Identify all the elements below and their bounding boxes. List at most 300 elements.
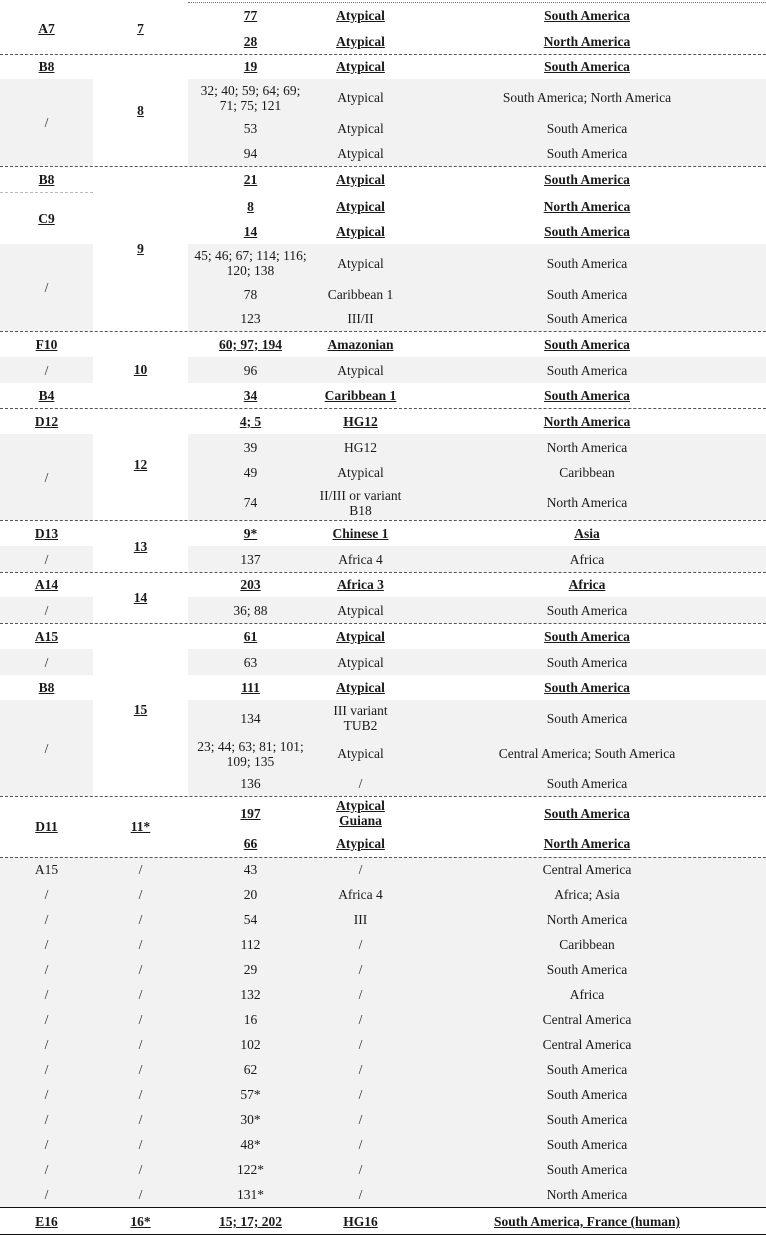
gen-cell bbox=[0, 193, 93, 244]
origin-label: South America bbox=[546, 1137, 628, 1152]
gen-label: / bbox=[44, 962, 49, 977]
gen-cell bbox=[0, 700, 93, 796]
isolate-cell bbox=[188, 597, 313, 623]
isolate-cell bbox=[188, 2, 313, 28]
group-label: 15 bbox=[133, 702, 148, 717]
group-cell bbox=[93, 1082, 188, 1107]
genotype-cell bbox=[313, 907, 408, 932]
isolate-label: 34 bbox=[243, 388, 258, 403]
isolate-cell bbox=[188, 857, 313, 882]
origin-cell bbox=[408, 408, 766, 434]
genotype-cell bbox=[313, 141, 408, 166]
isolate-label: 23; 44; 63; 81; 101; 109; 135 bbox=[197, 738, 304, 769]
origin-cell bbox=[408, 771, 766, 796]
gen-cell bbox=[0, 675, 93, 700]
gen-cell bbox=[0, 1132, 93, 1157]
group-label: 9 bbox=[137, 241, 144, 256]
isolate-label: 21 bbox=[243, 172, 258, 187]
genotype-label: III variant TUB2 bbox=[333, 703, 388, 733]
isolate-cell bbox=[188, 1132, 313, 1157]
isolate-label: 57* bbox=[240, 1087, 261, 1102]
genotype-cell bbox=[313, 771, 408, 796]
genotype-label: / bbox=[358, 937, 363, 952]
genotype-cell bbox=[313, 736, 408, 771]
isolate-cell bbox=[188, 796, 313, 830]
origin-cell bbox=[408, 1007, 766, 1032]
group-divider bbox=[0, 572, 766, 573]
genotype-label: Caribbean 1 bbox=[327, 286, 394, 302]
origin-label: North America bbox=[543, 198, 631, 214]
isolate-cell bbox=[188, 1157, 313, 1182]
genotype-cell bbox=[313, 116, 408, 141]
gen-cell bbox=[0, 1107, 93, 1132]
isolate-label: 45; 46; 67; 114; 116; 120; 138 bbox=[194, 248, 307, 278]
isolate-cell bbox=[188, 244, 313, 282]
gen-cell bbox=[0, 331, 93, 357]
gen-cell bbox=[0, 572, 93, 597]
genotype-cell bbox=[313, 649, 408, 675]
gen-label: A14 bbox=[34, 577, 59, 592]
gen-label: B8 bbox=[38, 172, 55, 187]
origin-cell bbox=[408, 796, 766, 830]
group-label: 14 bbox=[133, 590, 148, 605]
group-label: 8 bbox=[137, 102, 144, 118]
isolate-label: 197 bbox=[240, 805, 261, 821]
gen-label: A15 bbox=[34, 862, 59, 877]
origin-cell bbox=[408, 857, 766, 882]
isolate-cell bbox=[188, 907, 313, 932]
origin-label: South America bbox=[546, 1062, 628, 1077]
bottom-rule bbox=[0, 1234, 766, 1235]
genotype-cell bbox=[313, 957, 408, 982]
isolate-label: 63 bbox=[243, 654, 258, 670]
group-label: / bbox=[138, 1012, 143, 1027]
group-divider bbox=[0, 408, 766, 409]
group-cell bbox=[93, 882, 188, 907]
isolate-label: 94 bbox=[243, 146, 258, 161]
genotype-cell bbox=[313, 1182, 408, 1207]
isolate-cell bbox=[188, 700, 313, 736]
genotype-label: / bbox=[358, 1187, 363, 1202]
genotype-label: HG12 bbox=[344, 439, 377, 455]
gen-label: A15 bbox=[34, 628, 59, 644]
gen-label: / bbox=[44, 115, 49, 130]
group-label: / bbox=[138, 912, 143, 927]
origin-cell bbox=[408, 675, 766, 700]
origin-cell bbox=[408, 166, 766, 193]
gen-cell bbox=[0, 1207, 93, 1236]
gen-cell bbox=[0, 623, 93, 649]
genotype-cell bbox=[313, 597, 408, 623]
isolate-cell bbox=[188, 383, 313, 408]
gen-label: F10 bbox=[35, 336, 58, 352]
genotype-label: Atypical bbox=[336, 59, 385, 74]
genotype-label: HG12 bbox=[343, 413, 378, 429]
genotype-label: Atypical bbox=[336, 33, 385, 49]
origin-cell bbox=[408, 623, 766, 649]
origin-label: Caribbean bbox=[559, 937, 615, 952]
isolate-cell bbox=[188, 357, 313, 383]
genotype-cell bbox=[313, 2, 408, 28]
group-cell bbox=[93, 2, 188, 54]
gen-cell bbox=[0, 796, 93, 857]
group-label: 7 bbox=[137, 20, 144, 36]
isolate-label: 123 bbox=[240, 311, 261, 326]
isolate-cell bbox=[188, 166, 313, 193]
genotype-label: Atypical bbox=[337, 362, 384, 378]
isolate-label: 54 bbox=[243, 912, 258, 927]
group-divider bbox=[0, 796, 766, 797]
group-divider bbox=[0, 520, 766, 521]
origin-label: Central America bbox=[542, 1012, 632, 1027]
gen-label: / bbox=[44, 1062, 49, 1077]
origin-label: South America bbox=[546, 654, 628, 670]
genotype-label: Atypical Guiana bbox=[336, 798, 385, 828]
isolate-cell bbox=[188, 460, 313, 485]
genotype-label: Atypical bbox=[336, 224, 385, 239]
origin-label: South America bbox=[544, 628, 630, 644]
gen-cell bbox=[0, 932, 93, 957]
genotype-label: Amazonian bbox=[327, 336, 394, 352]
origin-cell bbox=[408, 1182, 766, 1207]
group-divider bbox=[0, 166, 766, 167]
origin-label: South America bbox=[546, 146, 628, 161]
isolate-label: 134 bbox=[240, 710, 261, 726]
group-divider bbox=[0, 623, 766, 624]
group-cell bbox=[93, 54, 188, 166]
genotype-cell bbox=[313, 700, 408, 736]
group-label: / bbox=[138, 1087, 143, 1102]
isolate-cell bbox=[188, 982, 313, 1007]
isolate-cell bbox=[188, 193, 313, 219]
gen-cell bbox=[0, 434, 93, 520]
cell-divider bbox=[0, 192, 93, 193]
group-label: / bbox=[138, 862, 143, 877]
isolate-cell bbox=[188, 957, 313, 982]
isolate-label: 66 bbox=[243, 836, 258, 851]
origin-cell bbox=[408, 736, 766, 771]
group-label: / bbox=[138, 887, 143, 902]
isolate-cell bbox=[188, 771, 313, 796]
origin-cell bbox=[408, 546, 766, 572]
genotype-cell bbox=[313, 572, 408, 597]
genotype-cell bbox=[313, 28, 408, 54]
gen-cell bbox=[0, 54, 93, 79]
isolate-label: 4; 5 bbox=[239, 413, 262, 429]
isolate-cell bbox=[188, 649, 313, 675]
group-cell bbox=[93, 166, 188, 331]
genotype-cell bbox=[313, 244, 408, 282]
gen-cell bbox=[0, 1157, 93, 1182]
gen-label: / bbox=[44, 937, 49, 952]
isolate-cell bbox=[188, 572, 313, 597]
origin-cell bbox=[408, 193, 766, 219]
gen-label: / bbox=[44, 740, 49, 756]
gen-label: / bbox=[44, 987, 49, 1002]
group-cell bbox=[93, 520, 188, 572]
genotype-cell bbox=[313, 54, 408, 79]
genotype-cell bbox=[313, 1157, 408, 1182]
group-label: / bbox=[138, 1187, 143, 1202]
isolate-label: 14 bbox=[243, 224, 258, 239]
origin-label: Caribbean bbox=[559, 465, 615, 480]
group-cell bbox=[93, 623, 188, 796]
origin-cell bbox=[408, 572, 766, 597]
origin-cell bbox=[408, 1057, 766, 1082]
gen-cell bbox=[0, 649, 93, 675]
origin-cell bbox=[408, 485, 766, 520]
gen-label: / bbox=[44, 1037, 49, 1052]
gen-label: / bbox=[44, 280, 49, 295]
gen-label: B8 bbox=[38, 59, 55, 74]
origin-label: North America bbox=[543, 33, 631, 49]
gen-label: C9 bbox=[38, 211, 55, 226]
origin-cell bbox=[408, 306, 766, 331]
group-label: 11* bbox=[130, 819, 151, 834]
genotype-cell bbox=[313, 520, 408, 546]
group-cell bbox=[93, 1207, 188, 1236]
origin-label: North America bbox=[546, 495, 628, 510]
genotype-cell bbox=[313, 357, 408, 383]
group-divider bbox=[0, 857, 766, 858]
group-label: 16* bbox=[130, 1214, 151, 1229]
group-cell bbox=[93, 331, 188, 408]
origin-label: Asia bbox=[574, 525, 600, 541]
origin-label: South America, France (human) bbox=[494, 1214, 680, 1229]
origin-cell bbox=[408, 434, 766, 460]
gen-cell bbox=[0, 244, 93, 331]
genotype-cell bbox=[313, 1007, 408, 1032]
genotype-label: Africa 4 bbox=[338, 887, 383, 902]
genotype-label: Atypical bbox=[336, 628, 385, 644]
origin-label: North America bbox=[546, 1187, 628, 1202]
isolate-cell bbox=[188, 408, 313, 434]
isolate-cell bbox=[188, 1032, 313, 1057]
group-cell bbox=[93, 857, 188, 882]
genotype-cell bbox=[313, 1207, 408, 1236]
isolate-cell bbox=[188, 1207, 313, 1236]
origin-label: South America bbox=[544, 336, 630, 352]
gen-cell bbox=[0, 857, 93, 882]
genotype-cell bbox=[313, 485, 408, 520]
group-label: / bbox=[138, 1037, 143, 1052]
gen-label: / bbox=[44, 362, 49, 378]
origin-cell bbox=[408, 1207, 766, 1236]
genotype-label: Chinese 1 bbox=[332, 525, 389, 541]
genotype-cell bbox=[313, 306, 408, 331]
gen-label: / bbox=[44, 602, 49, 618]
isolate-label: 32; 40; 59; 64; 69; 71; 75; 121 bbox=[200, 82, 301, 113]
origin-label: South America bbox=[546, 255, 628, 271]
genotype-label: Africa 4 bbox=[338, 551, 383, 567]
genotype-label: / bbox=[358, 1137, 363, 1152]
origin-cell bbox=[408, 1107, 766, 1132]
origin-label: South America bbox=[544, 172, 630, 187]
gen-label: B4 bbox=[38, 388, 55, 403]
genotype-cell bbox=[313, 79, 408, 116]
isolate-label: 111 bbox=[241, 680, 260, 695]
origin-label: Central America bbox=[542, 1037, 632, 1052]
origin-label: South America bbox=[544, 224, 630, 239]
origin-label: Central America; South America bbox=[498, 746, 676, 761]
gen-cell bbox=[0, 1182, 93, 1207]
gen-label: D12 bbox=[34, 413, 59, 429]
gen-cell bbox=[0, 957, 93, 982]
origin-cell bbox=[408, 882, 766, 907]
origin-label: North America bbox=[543, 413, 631, 429]
genotype-cell bbox=[313, 830, 408, 857]
isolate-cell bbox=[188, 623, 313, 649]
genotype-label: Africa 3 bbox=[337, 577, 384, 592]
genotype-label: / bbox=[358, 776, 363, 791]
gen-label: D11 bbox=[35, 819, 58, 834]
isolate-cell bbox=[188, 116, 313, 141]
isolate-cell bbox=[188, 141, 313, 166]
isolate-cell bbox=[188, 675, 313, 700]
origin-cell bbox=[408, 597, 766, 623]
origin-cell bbox=[408, 649, 766, 675]
genotype-cell bbox=[313, 383, 408, 408]
genotype-label: Atypical bbox=[336, 680, 385, 695]
genotype-cell bbox=[313, 282, 408, 306]
genotype-label: Atypical bbox=[337, 255, 384, 271]
genotype-label: Atypical bbox=[336, 836, 385, 851]
origin-label: Central America bbox=[542, 862, 632, 877]
genotype-cell bbox=[313, 219, 408, 244]
origin-label: North America bbox=[546, 912, 628, 927]
origin-cell bbox=[408, 982, 766, 1007]
origin-cell bbox=[408, 54, 766, 79]
origin-label: Africa bbox=[568, 577, 606, 592]
genotype-cell bbox=[313, 982, 408, 1007]
origin-label: South America bbox=[546, 776, 628, 791]
isolate-label: 203 bbox=[240, 577, 261, 592]
isolate-label: 74 bbox=[243, 495, 258, 510]
gen-cell bbox=[0, 408, 93, 434]
origin-cell bbox=[408, 700, 766, 736]
origin-label: South America bbox=[544, 7, 630, 23]
genotype-label: Caribbean 1 bbox=[324, 388, 397, 403]
group-cell bbox=[93, 1157, 188, 1182]
isolate-label: 112 bbox=[240, 937, 261, 952]
gen-cell bbox=[0, 520, 93, 546]
gen-label: / bbox=[44, 469, 49, 485]
genotype-cell bbox=[313, 1057, 408, 1082]
isolate-label: 15; 17; 202 bbox=[219, 1214, 282, 1229]
gen-cell bbox=[0, 546, 93, 572]
group-cell bbox=[93, 907, 188, 932]
group-label: / bbox=[138, 1112, 143, 1127]
isolate-cell bbox=[188, 54, 313, 79]
isolate-cell bbox=[188, 882, 313, 907]
genotype-cell bbox=[313, 932, 408, 957]
group-label: / bbox=[138, 1062, 143, 1077]
isolate-label: 53 bbox=[243, 121, 258, 136]
gen-label: B8 bbox=[38, 680, 55, 695]
genotype-cell bbox=[313, 166, 408, 193]
genotype-label: Atypical bbox=[337, 90, 384, 105]
origin-cell bbox=[408, 932, 766, 957]
origin-cell bbox=[408, 383, 766, 408]
group-cell bbox=[93, 1107, 188, 1132]
isolate-label: 43 bbox=[243, 862, 258, 877]
group-divider bbox=[0, 331, 766, 332]
genotype-label: Atypical bbox=[337, 121, 384, 136]
gen-label: / bbox=[44, 1187, 49, 1202]
isolate-label: 77 bbox=[243, 7, 258, 23]
genotype-label: Atypical bbox=[337, 465, 384, 480]
group-label: 10 bbox=[133, 362, 148, 377]
origin-label: South America bbox=[546, 962, 628, 977]
isolate-label: 132 bbox=[240, 987, 261, 1002]
gen-label: / bbox=[44, 887, 49, 902]
isolate-label: 136 bbox=[240, 776, 261, 791]
isolate-label: 62 bbox=[243, 1062, 258, 1077]
gen-cell bbox=[0, 1032, 93, 1057]
gen-cell bbox=[0, 1057, 93, 1082]
isolate-label: 20 bbox=[243, 887, 258, 902]
genotype-label: / bbox=[358, 987, 363, 1002]
isolate-label: 131* bbox=[237, 1187, 264, 1202]
genotype-cell bbox=[313, 546, 408, 572]
isolate-label: 8 bbox=[247, 198, 254, 214]
genotype-label: / bbox=[358, 1012, 363, 1027]
origin-cell bbox=[408, 460, 766, 485]
isolate-label: 30* bbox=[240, 1112, 261, 1127]
genotype-cell bbox=[313, 1032, 408, 1057]
gen-label: A7 bbox=[38, 20, 55, 36]
isolate-label: 39 bbox=[243, 439, 258, 455]
group-cell bbox=[93, 796, 188, 857]
gen-label: / bbox=[44, 1162, 49, 1177]
gen-cell bbox=[0, 982, 93, 1007]
isolate-cell bbox=[188, 736, 313, 771]
isolate-cell bbox=[188, 1182, 313, 1207]
genotype-cell bbox=[313, 675, 408, 700]
origin-cell bbox=[408, 141, 766, 166]
group-cell bbox=[93, 408, 188, 520]
genotype-cell bbox=[313, 1107, 408, 1132]
origin-label: North America bbox=[543, 836, 631, 851]
gen-cell bbox=[0, 79, 93, 166]
genotype-label: Atypical bbox=[337, 746, 384, 761]
origin-cell bbox=[408, 957, 766, 982]
origin-cell bbox=[408, 830, 766, 857]
origin-label: South America bbox=[546, 311, 628, 326]
genotype-label: Atypical bbox=[337, 146, 384, 161]
gen-cell bbox=[0, 357, 93, 383]
group-divider bbox=[0, 54, 766, 55]
gen-label: / bbox=[44, 1112, 49, 1127]
isolate-label: 49 bbox=[243, 465, 258, 480]
group-label: 13 bbox=[133, 538, 148, 554]
isolate-cell bbox=[188, 1107, 313, 1132]
genotype-label: Atypical bbox=[336, 172, 385, 187]
isolate-label: 122* bbox=[237, 1162, 264, 1177]
origin-label: South America bbox=[546, 1087, 628, 1102]
origin-label: South America bbox=[546, 1112, 628, 1127]
origin-cell bbox=[408, 219, 766, 244]
origin-label: Africa bbox=[569, 987, 605, 1002]
isolate-cell bbox=[188, 1007, 313, 1032]
genotype-cell bbox=[313, 460, 408, 485]
genotype-cell bbox=[313, 623, 408, 649]
isolate-cell bbox=[188, 306, 313, 331]
origin-cell bbox=[408, 1157, 766, 1182]
origin-label: South America bbox=[544, 388, 630, 403]
genotype-label: III bbox=[353, 912, 368, 927]
genotype-label: / bbox=[358, 1037, 363, 1052]
